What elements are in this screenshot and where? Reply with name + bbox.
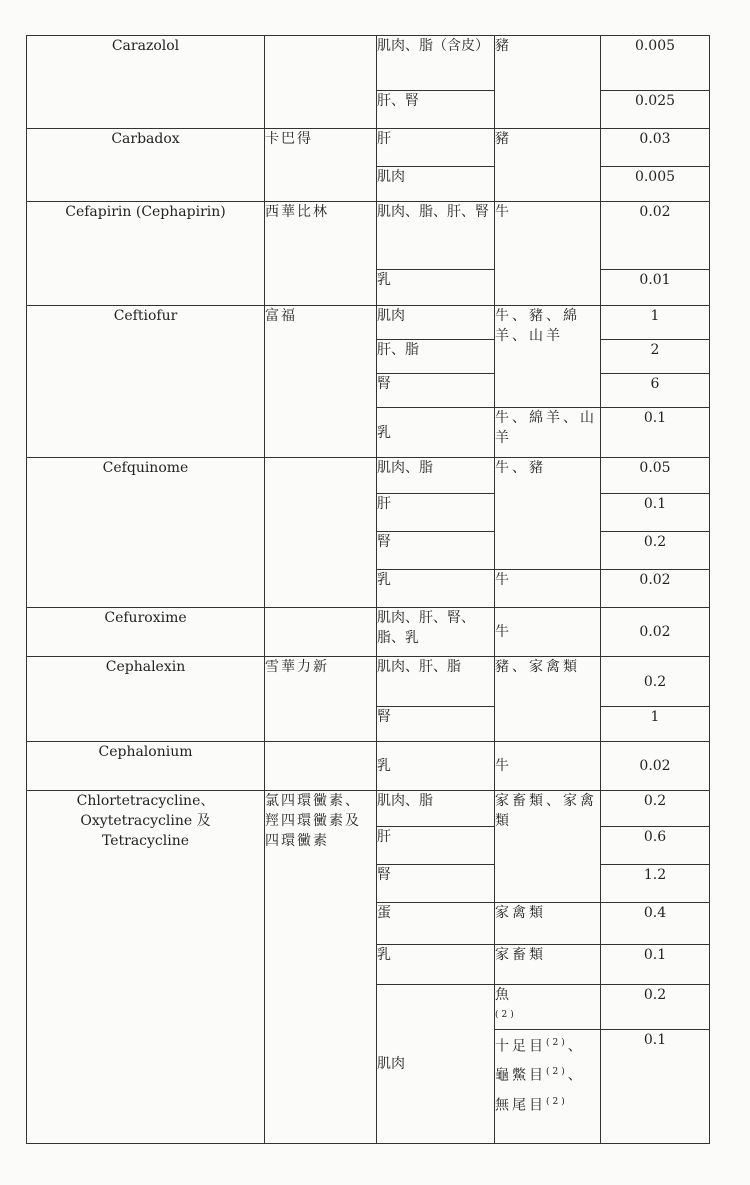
tissue-cell	[377, 985, 495, 1144]
limit-value: 0.1	[643, 496, 667, 512]
tissue-label: 肝、脂	[377, 342, 419, 358]
limit-cell	[601, 374, 710, 408]
species-cell	[495, 408, 601, 458]
limit-cell	[601, 36, 710, 91]
limit-value: 0.005	[634, 38, 676, 54]
limit-cell	[601, 340, 710, 374]
drug-label: Cefapirin (Cephapirin)	[65, 204, 226, 220]
species-label: 牛	[495, 758, 512, 774]
chinese-name	[265, 202, 377, 306]
drug-name	[27, 129, 265, 202]
species-label: 家禽類	[495, 905, 546, 921]
limit-value: 0.02	[639, 624, 671, 640]
tissue-label: 蛋	[377, 905, 391, 921]
tissue-cell	[377, 202, 495, 270]
tissue-label: 乳	[377, 947, 391, 963]
tissue-label: 腎	[377, 709, 391, 725]
species-label: 豬	[495, 131, 512, 147]
tissue-cell	[377, 458, 495, 494]
limit-value: 1	[650, 709, 660, 725]
limit-cell	[601, 202, 710, 270]
tissue-cell	[377, 36, 495, 91]
tissue-label: 乳	[377, 572, 391, 588]
tissue-label: 肌肉、脂	[377, 460, 433, 476]
limit-cell	[601, 306, 710, 340]
tissue-cell	[377, 532, 495, 570]
species-label: 家畜類、家禽類	[495, 793, 597, 829]
limit-value: 1.2	[643, 867, 667, 883]
chinese-name	[265, 608, 377, 657]
tissue-label: 乳	[377, 758, 391, 774]
limit-cell	[601, 827, 710, 865]
drug-name	[27, 458, 265, 608]
limit-cell	[601, 570, 710, 608]
tissue-label: 乳	[377, 424, 391, 441]
limit-value: 0.2	[643, 987, 667, 1003]
species-cell	[495, 791, 601, 903]
species-text: 魚	[495, 987, 512, 1003]
chinese-name	[265, 306, 377, 458]
species-label: 牛、豬	[495, 460, 546, 476]
limit-value: 1	[650, 308, 660, 324]
tissue-cell	[377, 570, 495, 608]
drug-name	[27, 202, 265, 306]
tissue-label: 腎	[377, 867, 391, 883]
chinese-label: 雪華力新	[265, 659, 329, 675]
species-label: 豬、家禽類	[495, 659, 580, 675]
species-cell	[495, 945, 601, 985]
species-cell	[495, 608, 601, 657]
chinese-name	[265, 657, 377, 742]
tissue-label: 乳	[377, 272, 391, 288]
limit-value: 0.02	[639, 204, 671, 220]
drug-name	[27, 742, 265, 791]
drug-name	[27, 791, 265, 1144]
species-cell	[495, 36, 601, 129]
tissue-cell	[377, 657, 495, 707]
species-cell	[495, 657, 601, 742]
species-cell	[495, 570, 601, 608]
species-label: 家畜類	[495, 947, 546, 963]
limit-cell	[601, 707, 710, 742]
drug-label: Cefuroxime	[104, 610, 187, 626]
tissue-label: 肌肉	[377, 169, 405, 185]
limit-cell	[601, 865, 710, 903]
limit-value: 0.025	[634, 93, 676, 109]
limit-cell	[601, 903, 710, 945]
footnote-marker: (2)	[546, 1037, 568, 1048]
drug-label: Oxytetracycline 及	[80, 813, 211, 829]
limit-cell	[601, 657, 710, 707]
species-text: 、龜鱉目	[495, 1038, 585, 1084]
limit-value: 0.1	[643, 1031, 667, 1048]
limit-cell	[601, 1029, 710, 1143]
limit-cell	[601, 945, 710, 985]
limit-cell	[601, 408, 710, 458]
species-cell	[495, 985, 601, 1030]
chinese-name	[265, 742, 377, 791]
drug-label: Tetracycline	[101, 833, 190, 849]
tissue-cell	[377, 865, 495, 903]
species-cell	[495, 306, 601, 408]
tissue-label: 肝	[377, 496, 391, 512]
tissue-label: 肌肉、脂（含皮）	[377, 38, 489, 54]
tissue-cell	[377, 827, 495, 865]
residue-limits-table	[26, 35, 710, 1144]
tissue-cell	[377, 945, 495, 985]
tissue-cell	[377, 408, 495, 458]
species-label: 牛	[495, 572, 512, 588]
chinese-label: 氯四環黴素、羥四環黴素及四環黴素	[265, 793, 361, 849]
drug-name	[27, 306, 265, 458]
limit-value: 0.1	[643, 410, 667, 426]
tissue-label: 腎	[377, 534, 391, 550]
limit-cell	[601, 270, 710, 306]
limit-cell	[601, 742, 710, 791]
tissue-label: 肌肉、肝、脂	[377, 659, 461, 675]
limit-cell	[601, 91, 710, 129]
tissue-label: 肌肉	[377, 308, 405, 324]
tissue-label: 肝	[377, 131, 391, 147]
species-cell	[495, 202, 601, 306]
chinese-name	[265, 129, 377, 202]
tissue-label: 肝	[377, 829, 391, 845]
limit-value: 0.4	[643, 905, 667, 921]
limit-cell	[601, 608, 710, 657]
limit-value: 0.005	[634, 169, 676, 185]
tissue-cell	[377, 791, 495, 827]
drug-label: Ceftiofur	[113, 308, 178, 324]
chinese-label: 富福	[265, 308, 297, 324]
tissue-cell	[377, 608, 495, 657]
limit-value: 0.2	[643, 793, 667, 809]
drug-label: Carbadox	[111, 131, 180, 147]
chinese-name	[265, 791, 377, 1144]
footnote-marker: (2)	[546, 1067, 568, 1078]
tissue-cell	[377, 742, 495, 791]
species-text: 十足目	[495, 1038, 546, 1055]
drug-label: Chlortetracycline、	[76, 793, 215, 809]
tissue-cell	[377, 306, 495, 340]
drug-name	[27, 36, 265, 129]
limit-value: 6	[650, 376, 660, 392]
tissue-cell	[377, 270, 495, 306]
limit-value: 0.1	[643, 947, 667, 963]
tissue-label: 肌肉	[377, 1055, 405, 1072]
tissue-label: 肌肉、肝、腎、脂、乳	[377, 610, 475, 646]
limit-cell	[601, 985, 710, 1030]
chinese-label: 卡巴得	[265, 131, 313, 147]
tissue-cell	[377, 129, 495, 167]
species-label: 牛	[495, 204, 512, 220]
tissue-label: 肌肉、脂、肝、腎	[377, 204, 489, 220]
species-cell	[495, 129, 601, 202]
species-text: 、無尾目	[495, 1067, 585, 1114]
species-label: 豬	[495, 38, 512, 54]
limit-value: 0.02	[639, 758, 671, 774]
limit-cell	[601, 167, 710, 202]
tissue-cell	[377, 167, 495, 202]
tissue-cell	[377, 494, 495, 532]
tissue-label: 肝、腎	[377, 93, 419, 109]
species-cell	[495, 458, 601, 570]
tissue-label: 肌肉、脂	[377, 793, 433, 809]
limit-value: 2	[650, 342, 660, 358]
drug-name	[27, 608, 265, 657]
limit-value: 0.2	[643, 673, 667, 690]
drug-label: Cephalonium	[98, 744, 193, 760]
footnote-marker: (2)	[546, 1096, 568, 1107]
tissue-cell	[377, 340, 495, 374]
tissue-cell	[377, 374, 495, 408]
drug-label: Carazolol	[111, 38, 180, 54]
limit-cell	[601, 458, 710, 494]
drug-label: Cephalexin	[105, 659, 186, 675]
species-cell	[495, 1029, 601, 1143]
tissue-cell	[377, 91, 495, 129]
limit-value: 0.03	[639, 131, 671, 147]
tissue-label: 腎	[377, 376, 391, 392]
species-label	[495, 1030, 600, 1119]
species-cell	[495, 742, 601, 791]
species-label: 牛、綿羊、山羊	[495, 410, 597, 446]
species-label	[495, 985, 600, 1029]
limit-value: 0.2	[643, 534, 667, 550]
limit-value: 0.02	[639, 572, 671, 588]
chinese-label: 西華比林	[265, 204, 329, 220]
limit-value: 0.05	[639, 460, 671, 476]
tissue-cell	[377, 707, 495, 742]
limit-cell	[601, 494, 710, 532]
drug-name	[27, 657, 265, 742]
species-label: 牛	[495, 624, 512, 640]
limit-cell	[601, 532, 710, 570]
limit-value: 0.01	[639, 272, 671, 288]
chinese-name	[265, 458, 377, 608]
limit-value: 0.6	[643, 829, 667, 845]
footnote-marker: (2)	[495, 1010, 517, 1020]
limit-cell	[601, 791, 710, 827]
drug-label: Cefquinome	[102, 460, 189, 476]
tissue-cell	[377, 903, 495, 945]
chinese-name	[265, 36, 377, 129]
species-cell	[495, 903, 601, 945]
limit-cell	[601, 129, 710, 167]
species-label: 牛、豬、綿羊、山羊	[495, 308, 580, 344]
